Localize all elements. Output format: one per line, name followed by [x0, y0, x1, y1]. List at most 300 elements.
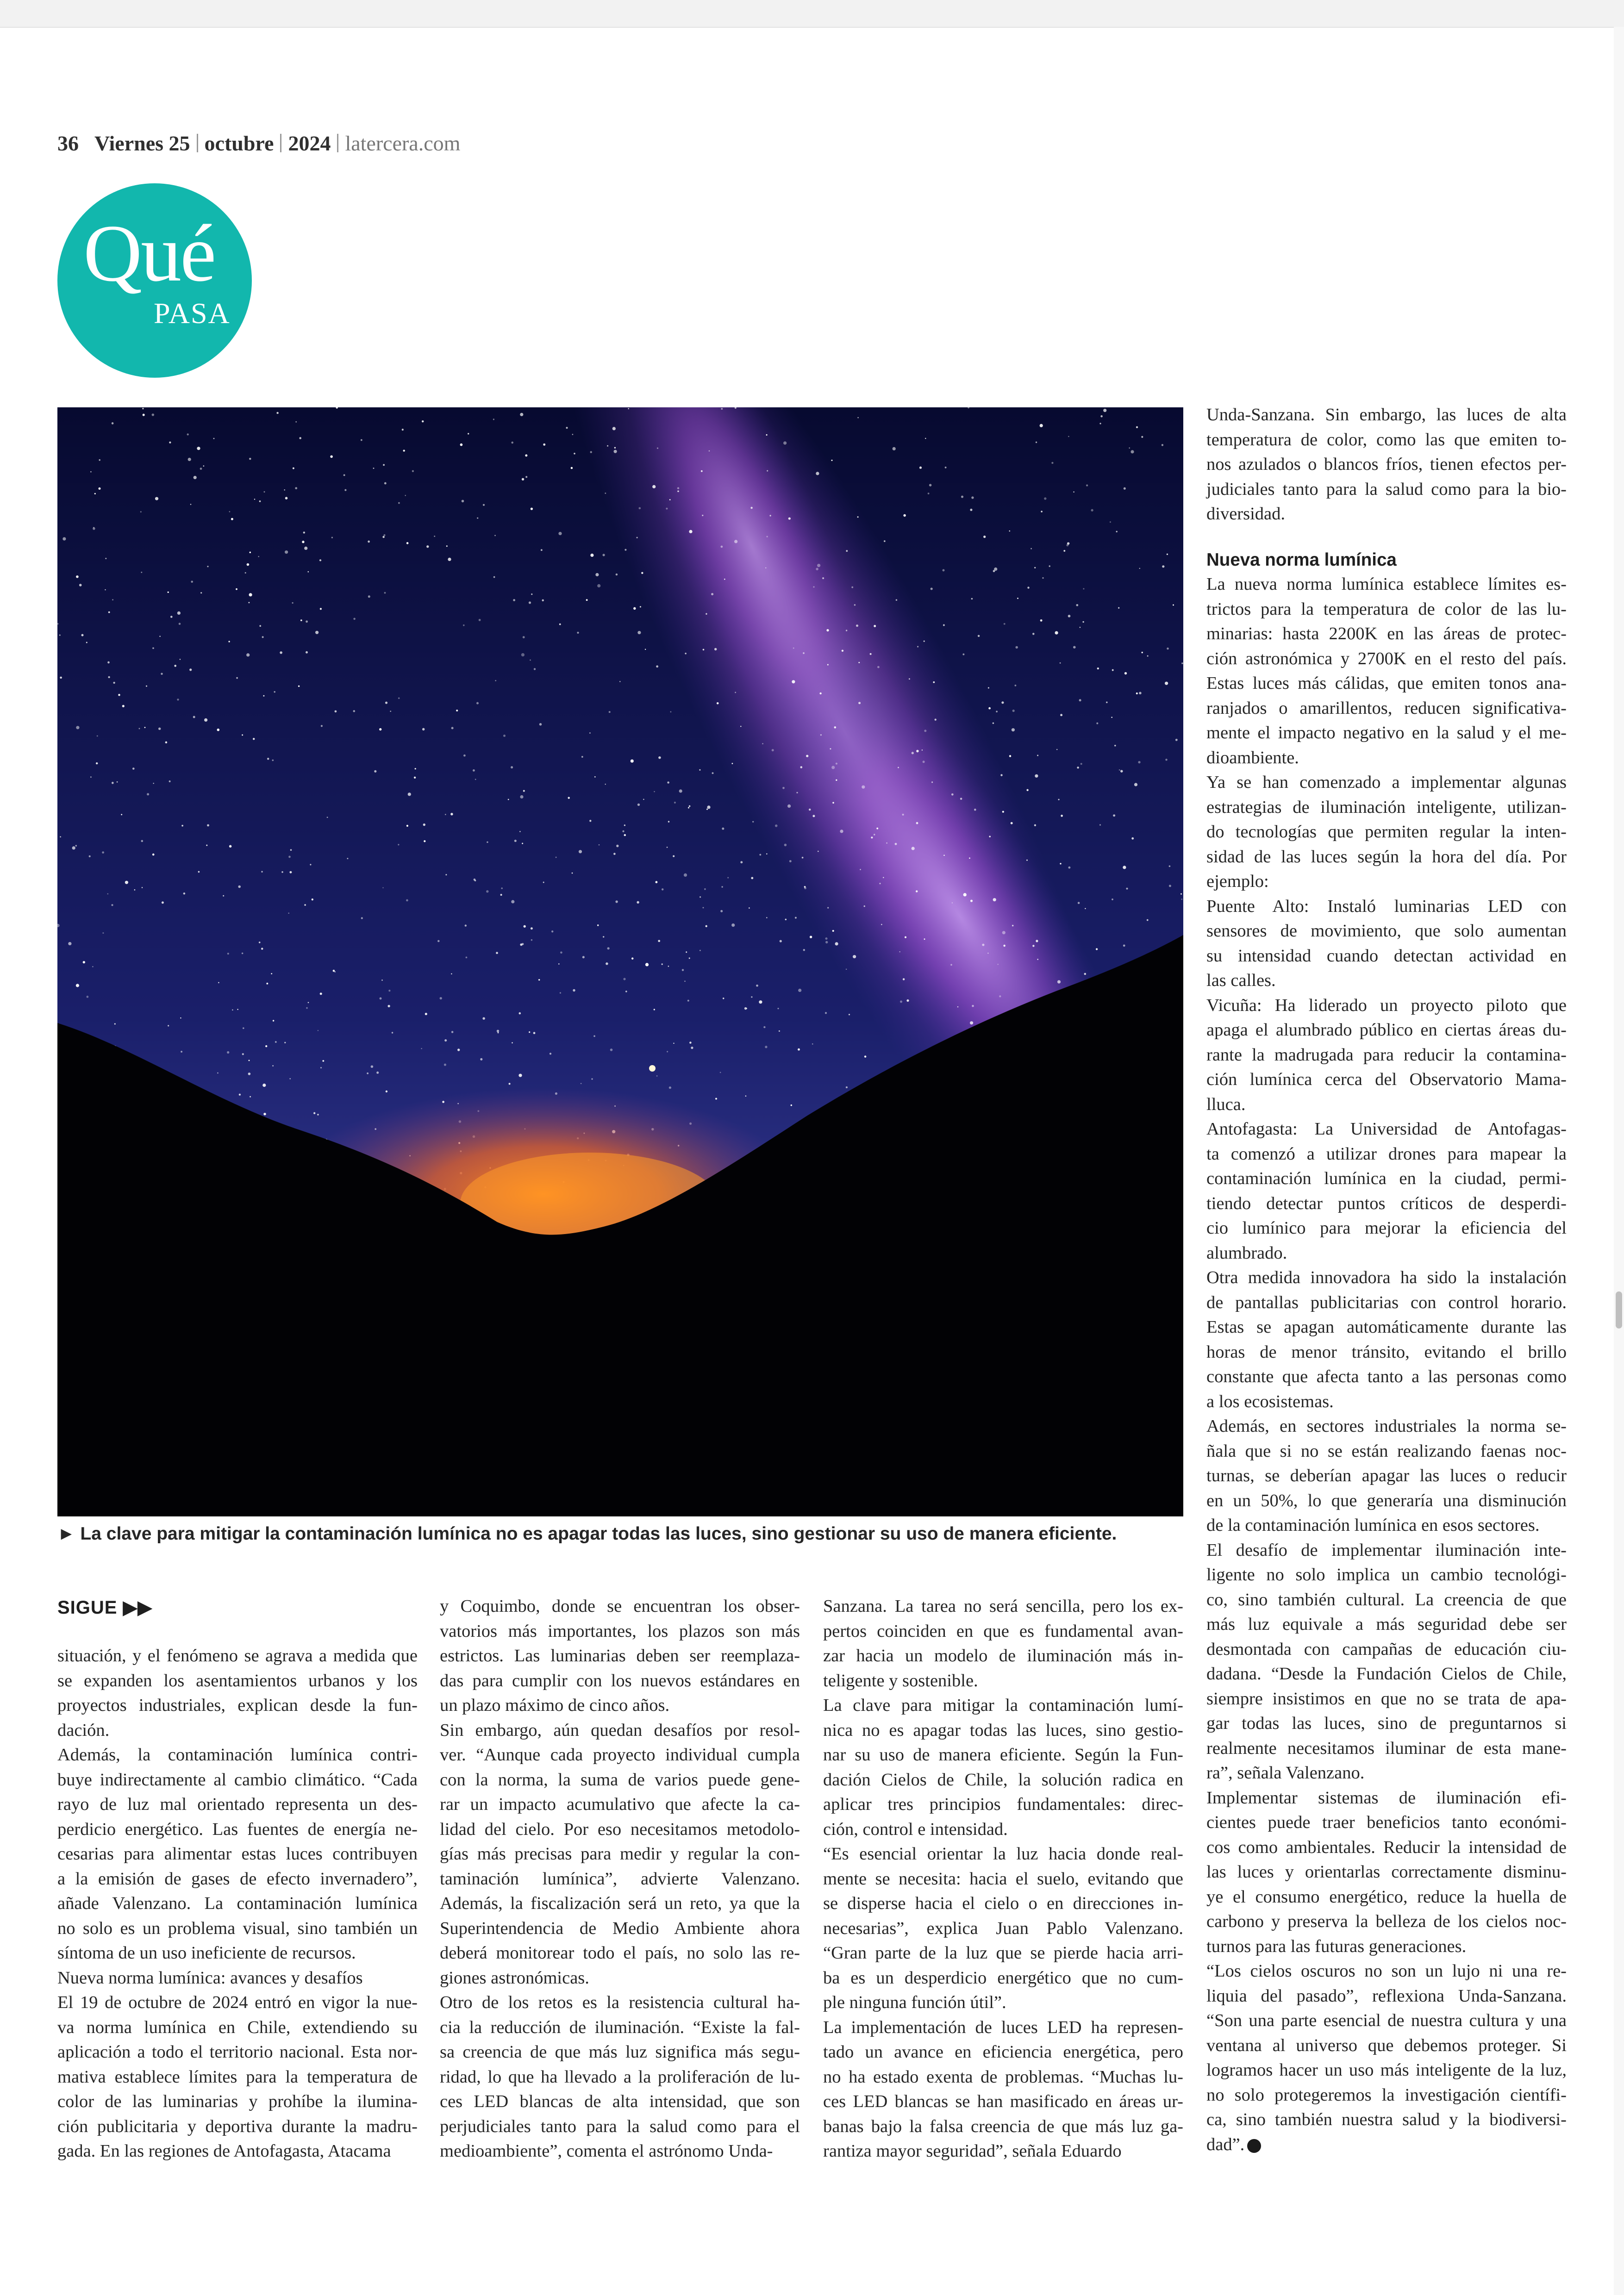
star: [263, 695, 264, 697]
star: [206, 845, 207, 846]
star: [1080, 627, 1081, 628]
star: [1061, 815, 1063, 817]
star: [1002, 811, 1004, 813]
article-column-3: [823, 1594, 1183, 2164]
text-line: no solo es un problema visual, sino también un: [57, 1918, 418, 1938]
star: [249, 1060, 250, 1061]
star: [500, 894, 502, 896]
star: [93, 527, 94, 528]
star: [519, 1012, 521, 1015]
star: [637, 631, 641, 634]
text-line: carbono y preserva la belleza de los cielos noc-: [1206, 1912, 1567, 1931]
star: [107, 661, 110, 664]
text-line: ranjados o amarillentos, reducen significativa-: [1206, 698, 1567, 718]
star: [711, 593, 713, 595]
star: [624, 834, 626, 836]
text-line: rayo de luz mal orientado representa un des-: [57, 1795, 418, 1814]
star: [895, 843, 897, 845]
star: [177, 698, 179, 700]
star: [572, 873, 573, 874]
star: [862, 786, 865, 789]
star: [689, 805, 691, 807]
star: [846, 969, 847, 970]
star: [198, 871, 200, 873]
star: [775, 824, 778, 827]
star: [846, 550, 848, 552]
star: [306, 651, 308, 654]
text-line: se disperse hacia el cielo o en direcciones in-: [823, 1894, 1183, 1913]
star: [905, 936, 906, 938]
star: [1139, 568, 1140, 569]
star: [1002, 931, 1006, 934]
star: [974, 809, 976, 811]
star: [330, 455, 333, 458]
star: [1114, 745, 1116, 747]
star: [900, 1000, 902, 1003]
text-line: un plazo máximo de cinco años.: [440, 1696, 670, 1715]
star: [616, 574, 618, 575]
star: [586, 599, 588, 601]
text-line: Sanzana. La tarea no será sencilla, pero los ex-: [823, 1597, 1183, 1616]
star: [607, 947, 609, 949]
text-line: necesarias”, explica Juan Pablo Valenzano.: [823, 1918, 1183, 1938]
star: [643, 799, 644, 800]
star: [118, 694, 120, 696]
text-line: su intensidad cuando detectan actividad en: [1206, 946, 1567, 966]
text-line: cia la reducción de iluminación. “Existe la fal-: [440, 2017, 800, 2037]
star: [709, 450, 710, 452]
header-day: Viernes 25: [94, 131, 190, 155]
star: [523, 790, 525, 792]
text-line: ñala que si no se están realizando faenas noc-: [1206, 1441, 1567, 1461]
star: [702, 515, 703, 516]
star: [373, 468, 375, 469]
text-line: sidad de las luces según la hora del día. Por: [1206, 847, 1567, 867]
star: [641, 572, 643, 574]
star: [970, 509, 972, 511]
star: [831, 766, 835, 769]
star: [317, 1114, 319, 1115]
star: [141, 840, 144, 842]
star: [1136, 426, 1138, 428]
star: [637, 901, 639, 904]
text-line: Otra medida innovadora ha sido la instalación: [1206, 1268, 1567, 1287]
star: [213, 438, 215, 439]
star: [928, 493, 930, 494]
star: [258, 556, 259, 557]
star: [1009, 755, 1011, 757]
star: [724, 579, 725, 580]
star: [168, 1025, 169, 1026]
text-line: El 19 de octubre de 2024 entró en vigor la nue-: [57, 1993, 418, 2012]
star: [1123, 866, 1126, 869]
star: [509, 1083, 511, 1085]
star: [155, 497, 158, 500]
star: [703, 649, 705, 651]
star: [983, 536, 986, 538]
star: [652, 485, 656, 488]
star: [1032, 945, 1034, 947]
star: [607, 445, 608, 447]
text-line: Además, la fiscalización será un reto, ya que la: [440, 1894, 800, 1913]
star: [249, 458, 251, 460]
star: [276, 412, 278, 414]
star: [495, 680, 496, 681]
text-line: gías más precisas para medir y regular la con-: [440, 1844, 800, 1864]
text-line: con la norma, la suma de varios puede gene-: [440, 1770, 800, 1790]
text-line: contaminación lumínica en la ciudad, permi-: [1206, 1169, 1567, 1188]
text-line: añade Valenzano. La contaminación lumínica: [57, 1894, 418, 1913]
star: [777, 1008, 779, 1009]
star: [819, 692, 821, 694]
star: [818, 851, 819, 852]
star: [599, 844, 600, 845]
star: [612, 427, 616, 430]
star: [361, 917, 363, 919]
star: [858, 702, 861, 704]
star: [1066, 544, 1068, 546]
star: [374, 770, 376, 773]
star: [1068, 615, 1071, 617]
star: [204, 718, 207, 722]
star: [631, 958, 633, 960]
star: [383, 464, 385, 466]
star: [902, 814, 904, 816]
star: [1000, 774, 1002, 776]
star: [179, 623, 181, 625]
star: [518, 1074, 522, 1077]
logo-que-text: Qué: [83, 208, 215, 299]
star: [857, 417, 859, 418]
star: [785, 919, 787, 921]
star: [551, 930, 553, 932]
text-line: sa creencia de que más luz significa más segu-: [440, 2042, 800, 2062]
star: [541, 549, 543, 551]
star: [76, 575, 79, 578]
star: [1091, 509, 1093, 511]
sigue-marker: SIGUE ▶▶: [57, 1597, 153, 1618]
star: [86, 642, 87, 643]
text-line: banas bajo la falsa creencia de que más luz ga-: [823, 2116, 1183, 2136]
star: [384, 482, 387, 485]
star: [531, 927, 533, 929]
star: [597, 584, 600, 587]
star: [625, 991, 627, 992]
text-line: Implementar sistemas de iluminación efi-: [1206, 1788, 1567, 1808]
star: [961, 496, 963, 498]
star: [993, 723, 994, 724]
star: [1181, 898, 1182, 900]
star: [631, 760, 634, 763]
star: [281, 871, 283, 873]
star: [445, 814, 446, 815]
text-line: cio lumínico para mejorar la eficiencia del: [1206, 1218, 1567, 1238]
star: [530, 660, 531, 661]
star: [566, 427, 568, 429]
star: [677, 490, 679, 492]
text-line: ces LED blancas se han masificado en áreas ur-: [823, 2092, 1183, 2111]
text-line: ligente no solo implica un cambio tecnológi-: [1206, 1565, 1567, 1584]
star: [1084, 973, 1087, 975]
star: [605, 784, 606, 785]
star: [494, 535, 496, 536]
star: [483, 504, 485, 506]
star: [242, 734, 243, 736]
text-line: ción publicitaria y deportiva durante la madru-: [57, 2116, 418, 2136]
star: [134, 889, 136, 891]
text-line: gar todas las luces, sino de preguntarnos si: [1206, 1714, 1567, 1733]
star: [501, 887, 503, 889]
star: [242, 1053, 244, 1055]
star: [971, 598, 973, 600]
article-column-2: [440, 1594, 800, 2164]
star: [448, 558, 451, 561]
star: [645, 963, 649, 966]
star: [579, 850, 582, 853]
text-line: dioambiente.: [1206, 748, 1299, 767]
star: [1096, 948, 1098, 950]
text-line: Además, la contaminación lumínica contri-: [57, 1745, 418, 1765]
star: [113, 682, 115, 684]
star: [731, 923, 735, 927]
star: [919, 467, 922, 469]
text-line: minarias: hasta 2200K en las áreas de protec-: [1206, 624, 1567, 643]
star: [969, 858, 970, 859]
star: [406, 825, 408, 827]
viewer-scrollbar-track[interactable]: [1614, 27, 1624, 2295]
star: [300, 619, 302, 621]
star: [415, 768, 416, 769]
star: [756, 985, 758, 987]
star: [293, 468, 294, 469]
star: [217, 729, 220, 731]
text-line: ca, sino también nuestra salud y la biodiversi-: [1206, 2110, 1567, 2129]
star: [951, 793, 954, 796]
text-line: teligente y sostenible.: [823, 1671, 978, 1690]
star: [371, 1065, 374, 1068]
star: [511, 900, 514, 903]
star: [684, 873, 687, 877]
star: [1009, 530, 1011, 532]
star: [493, 418, 494, 420]
star: [750, 507, 752, 509]
star: [798, 989, 801, 992]
star: [299, 437, 301, 439]
star: [1042, 577, 1043, 579]
star: [744, 1007, 747, 1010]
star: [700, 950, 701, 951]
star: [669, 499, 671, 500]
star: [76, 984, 79, 987]
star: [791, 1104, 792, 1106]
star: [466, 957, 468, 959]
que-pasa-logo: [57, 183, 252, 378]
text-line: ción, control e intensidad.: [823, 1819, 1008, 1839]
star: [903, 514, 906, 517]
star: [809, 809, 811, 811]
star: [874, 625, 876, 627]
text-line: perdicio energético. Las fuentes de energía ne-: [57, 1819, 418, 1839]
star: [387, 1005, 390, 1007]
star: [1063, 550, 1065, 552]
text-line: las luces y orientarlas correctamente disminu-: [1206, 1862, 1567, 1882]
star: [772, 749, 774, 751]
star: [475, 779, 476, 780]
star: [704, 888, 706, 890]
star: [1169, 885, 1171, 887]
header-divider: [197, 134, 198, 152]
text-line: tiendo detectar puntos críticos de desperdi-: [1206, 1193, 1567, 1213]
star: [247, 563, 250, 566]
star: [1123, 944, 1125, 947]
star: [864, 1055, 866, 1057]
star: [677, 487, 679, 489]
star: [609, 711, 611, 713]
column-4-body: [1206, 572, 1567, 2157]
star: [1141, 652, 1143, 653]
star: [924, 938, 925, 940]
star: [707, 805, 710, 809]
star: [497, 1030, 499, 1032]
star: [703, 907, 704, 908]
star: [766, 434, 768, 436]
star: [924, 641, 925, 642]
star: [450, 813, 453, 815]
star: [382, 887, 383, 888]
star: [227, 1051, 229, 1054]
star: [1037, 959, 1038, 960]
star: [860, 869, 861, 870]
star: [140, 511, 142, 512]
star: [1169, 865, 1171, 867]
star: [1073, 646, 1076, 649]
star: [832, 930, 834, 932]
star: [304, 904, 306, 906]
star: [96, 762, 98, 764]
star: [331, 537, 333, 538]
star: [751, 877, 753, 879]
star: [689, 1041, 692, 1044]
star: [384, 592, 386, 594]
star: [1003, 945, 1005, 947]
star: [935, 719, 937, 721]
star: [971, 496, 974, 499]
star: [249, 593, 252, 596]
star: [285, 550, 288, 554]
text-line: a los ecosistemas.: [1206, 1391, 1334, 1411]
star: [978, 635, 980, 637]
star: [603, 936, 604, 937]
star: [656, 665, 658, 667]
star: [706, 809, 708, 810]
star: [988, 687, 989, 688]
star: [605, 493, 606, 494]
star: [846, 1086, 848, 1088]
star: [722, 828, 724, 830]
star: [139, 728, 140, 729]
star: [870, 653, 872, 655]
star: [381, 979, 383, 981]
star: [398, 502, 400, 504]
star: [740, 861, 743, 863]
star: [1097, 667, 1099, 669]
star: [229, 845, 231, 848]
star: [511, 766, 513, 768]
star: [993, 898, 996, 901]
star: [881, 924, 882, 925]
star: [168, 592, 169, 593]
star: [817, 564, 820, 567]
star: [298, 686, 300, 687]
star: [590, 554, 593, 557]
star: [931, 588, 933, 590]
text-line: rantiza mayor seguridad”, señala Eduardo: [823, 2141, 1122, 2161]
text-line: temperatura de color, como las que emiten to-: [1206, 430, 1567, 449]
star: [262, 636, 264, 638]
star: [628, 408, 629, 410]
star: [963, 893, 967, 896]
star: [589, 732, 591, 734]
star: [403, 449, 405, 451]
star: [493, 576, 495, 578]
star: [1015, 685, 1017, 686]
star: [522, 478, 524, 480]
star: [152, 413, 154, 416]
star: [75, 845, 77, 846]
star: [207, 824, 209, 827]
star: [368, 595, 370, 598]
star: [434, 536, 435, 537]
star: [292, 602, 293, 604]
star: [158, 728, 161, 730]
star: [229, 511, 231, 512]
star: [842, 650, 843, 652]
text-line: El desafío de implementar iluminación inte-: [1206, 1540, 1567, 1560]
text-line: nar su uso de manera eficiente. Según la Fun-: [823, 1745, 1183, 1765]
star: [272, 1065, 274, 1066]
text-line: ye el consumo energético, reduce la huella de: [1206, 1887, 1567, 1907]
text-line: síntoma de un uso ineficiente de recursos.: [57, 1943, 356, 1963]
star: [943, 854, 945, 856]
star: [107, 893, 109, 895]
star: [97, 735, 98, 736]
star: [658, 940, 660, 942]
star: [1099, 423, 1101, 424]
star: [451, 973, 452, 974]
star: [237, 1009, 238, 1010]
star: [793, 648, 794, 649]
text-line: ces LED blancas de alta intensidad, que son: [440, 2092, 800, 2111]
star: [706, 925, 707, 927]
text-line: proyectos industriales, explican desde la fun-: [57, 1696, 418, 1715]
star: [424, 840, 425, 842]
star: [542, 599, 543, 601]
star: [1034, 567, 1036, 568]
star: [482, 1017, 485, 1020]
star: [871, 836, 873, 838]
star: [327, 817, 328, 818]
star: [203, 465, 205, 467]
star: [591, 1078, 593, 1079]
star: [1057, 980, 1061, 984]
star: [87, 996, 89, 998]
star: [108, 611, 110, 613]
star: [445, 874, 447, 875]
text-line: más luz equivale a más seguridad debe ser: [1206, 1615, 1567, 1634]
star: [835, 942, 838, 945]
star: [573, 989, 575, 992]
viewer-scrollbar-thumb[interactable]: [1616, 1291, 1622, 1328]
